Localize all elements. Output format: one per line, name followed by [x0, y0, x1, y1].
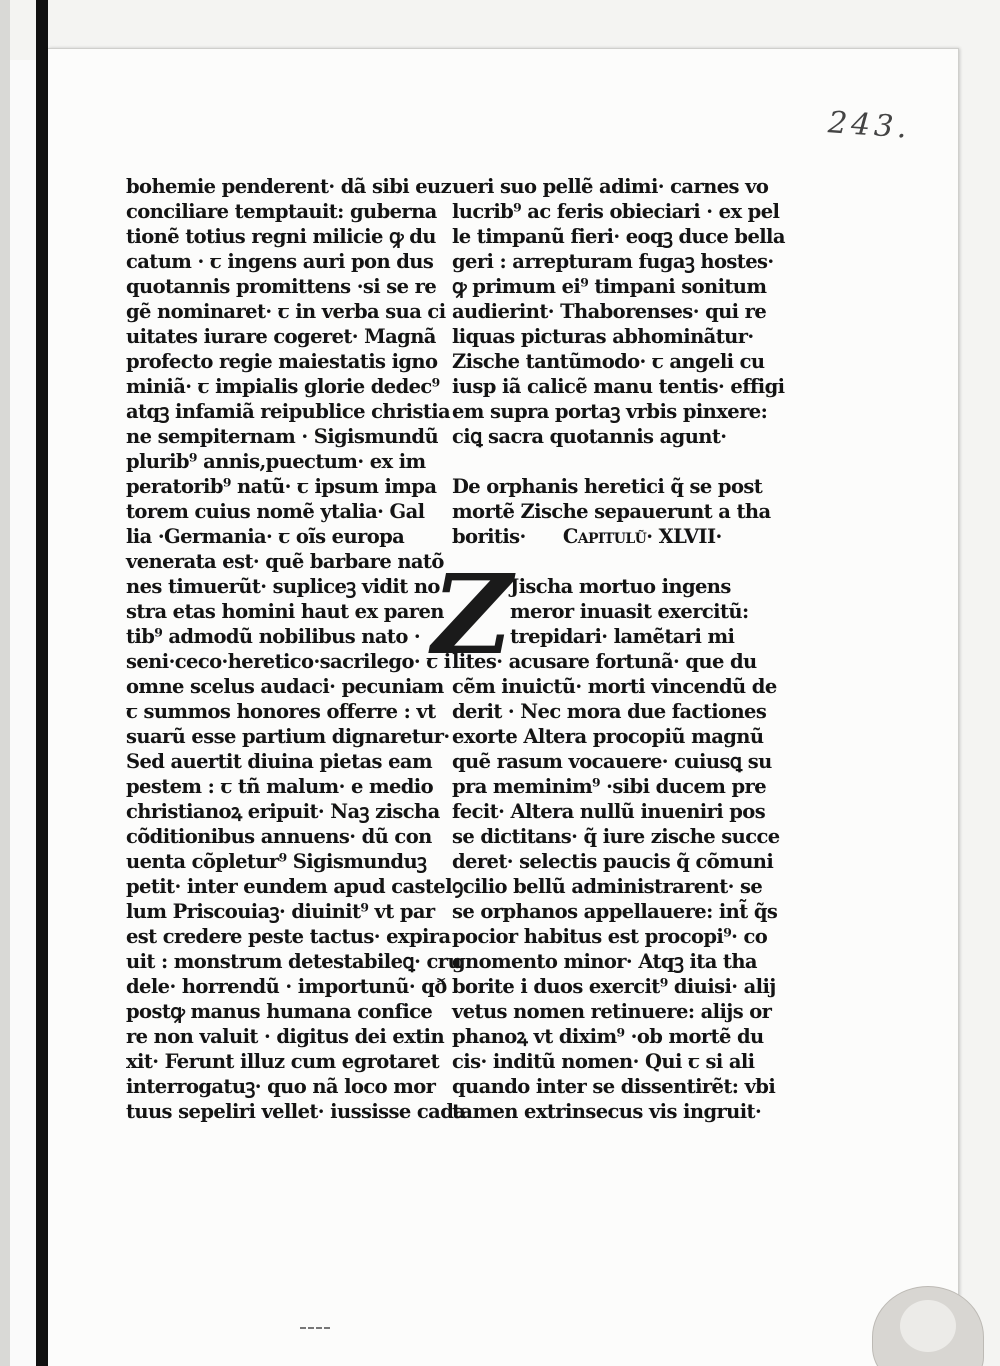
text-line: uit : monstrum detestabileꝗ· cru: [126, 950, 462, 973]
text-line: Jischa mortuo ingens: [510, 575, 731, 598]
text-line: trepidari· lamẽtari mi: [510, 625, 735, 648]
text-line: Sed auertit diuina pietas eam: [126, 750, 432, 773]
text-line: lucrib⁹ ac feris obieciari · ex pel: [452, 200, 780, 223]
text-line: pra meminim⁹ ·sibi ducem pre: [452, 775, 766, 798]
text-line: cõditionibus annuens· dũ con: [126, 825, 432, 848]
text-line: lum Priscouiaꝫ· diuinit⁹ vt par: [126, 900, 435, 923]
text-line: borite i duos exercit⁹ diuisi· alij: [452, 975, 776, 998]
text-line: lia ·Germania· ꞇ oĩs europa: [126, 525, 405, 548]
right-column-intro: [452, 174, 785, 449]
right-column-body: [452, 649, 780, 1124]
text-line: em supra portaꝫ vrbis pinxere:: [452, 400, 768, 423]
text-line: plurib⁹ annis,puectum· ex im: [126, 450, 426, 473]
left-text-column: [126, 174, 466, 1124]
text-line: derit · Nec mora due factiones: [452, 700, 767, 723]
text-line: seni·ceco·heretico·sacrilego· ꞇ i: [126, 650, 451, 673]
text-line: pocior habitus est procopi⁹· co: [452, 925, 768, 948]
text-line: quẽ rasum vocauere· cuiusꝗ su: [452, 750, 772, 773]
text-line: christianoꝝ eripuit· Naꝫ zischa: [126, 800, 440, 823]
text-line: bohemie penderent· dã sibi euz: [126, 175, 452, 198]
text-line: miniã· ꞇ impialis glorie dedec⁹: [126, 375, 440, 398]
chapter-heading-last-line: [452, 524, 752, 549]
text-line: re non valuit · digitus dei extin: [126, 1025, 445, 1048]
chapter-heading-line: mortẽ Zische sepauerunt a tha: [452, 500, 771, 523]
folio-number: 243.: [826, 105, 912, 146]
decorated-initial-letter: Z: [432, 550, 512, 679]
left-page-edge: [0, 0, 10, 1366]
text-line: petit· inter eundem apud castel: [126, 875, 452, 898]
text-line: pestem : ꞇ tñ malum· e medio: [126, 775, 434, 798]
text-line: gẽ nominaret· ꞇ in verba sua ci: [126, 300, 446, 323]
text-line: ne sempiternam · Sigismundũ: [126, 425, 439, 448]
text-line: se dictitans· q̃ iure zische succe: [452, 825, 780, 848]
right-text-column: [432, 174, 785, 1124]
text-line: dele· horrendũ · importunũ· qð: [126, 975, 447, 998]
text-line: omne scelus audaci· pecuniam: [126, 675, 444, 698]
chapter-number-label: Capitulũ· XLVII·: [562, 525, 722, 548]
text-line: tionẽ totius regni milicie ꝙ du: [126, 225, 436, 248]
text-line: le timpanũ fieri· eoqꝫ duce bella: [452, 225, 785, 248]
text-line: geri : arrepturam fugaꝫ hostes·: [452, 250, 774, 273]
text-line: torem cuius nomẽ ytalia· Gal: [126, 500, 425, 523]
text-line: gnomento minor· Atqꝫ ita tha: [452, 950, 757, 973]
text-line: meror inuasit exercitũ:: [510, 600, 749, 623]
text-line: cẽm inuictũ· morti vincendũ de: [452, 675, 777, 698]
text-line: fecit· Altera nullũ inueniri pos: [452, 800, 766, 823]
text-line: catum · ꞇ ingens auri pon dus: [126, 250, 434, 273]
text-line: quotannis promittens ·si se re: [126, 275, 437, 298]
text-line: nes timuerũt· supliceꝫ vidit no: [126, 575, 440, 598]
text-line: ueri suo pellẽ adimi· carnes vo: [452, 175, 769, 198]
text-line: venerata est· quẽ barbare natõ: [126, 550, 444, 573]
text-line: xit· Ferunt illuz cum egrotaret: [126, 1050, 440, 1073]
text-line: se orphanos appellauere: int̃ q̃s: [452, 900, 778, 923]
text-line: ciꝗ sacra quotannis agunt·: [452, 425, 727, 448]
text-line: profecto regie maiestatis igno: [126, 350, 438, 373]
text-line: phanoꝝ vt dixim⁹ ·ob mortẽ du: [452, 1025, 764, 1048]
text-line: ꞇ summos honores offerre : vt: [126, 700, 436, 723]
text-line: audierint· Thaborenses· qui re: [452, 300, 767, 323]
previous-page-strip: [10, 60, 36, 1366]
page-mark: [300, 1327, 330, 1335]
text-line: suarũ esse partium dignaretur·: [126, 725, 450, 748]
text-line: vetus nomen retinuere: alijs or: [452, 1000, 772, 1023]
scanner-fingernail: [900, 1300, 956, 1352]
chapter-heading: [452, 474, 771, 549]
text-line: quando inter se dissentirẽt: vbi: [452, 1075, 776, 1098]
text-line: est credere peste tactus· expira: [126, 925, 451, 948]
text-line: iusp iã calicẽ manu tentis· effigi: [452, 375, 785, 398]
text-line: peratorib⁹ natũ· ꞇ ipsum impa: [126, 475, 437, 498]
text-line: uenta cõpletur⁹ Sigismunduꝫ: [126, 850, 427, 873]
text-line: tib⁹ admodũ nobilibus nato ·: [126, 625, 421, 648]
text-line: stra etas homini haut ex paren: [126, 600, 444, 623]
text-line: atqꝫ infamiã reipublice christia: [126, 400, 451, 423]
chapter-heading-line: De orphanis heretici q̃ se post: [452, 475, 763, 498]
text-line: ꝙ primum ei⁹ timpani sonitum: [452, 275, 767, 298]
book-spine-shadow: [36, 0, 48, 1366]
text-line: ꝯcilio bellũ administrarent· se: [452, 875, 763, 898]
text-line: lites· acusare fortunã· que du: [452, 650, 757, 673]
chapter-heading-line: boritis·: [452, 525, 526, 548]
text-line: tuus sepeliri vellet· iussisse cada: [126, 1100, 466, 1123]
text-line: exorte Altera procopiũ magnũ: [452, 725, 764, 748]
text-line: conciliare temptauit: guberna: [126, 200, 437, 223]
text-line: deret· selectis paucis q̃ cõmuni: [452, 850, 774, 873]
text-line: cis· inditũ nomen· Qui ꞇ si ali: [452, 1050, 755, 1073]
text-line: interrogatuꝫ· quo nã loco mor: [126, 1075, 436, 1098]
text-line: postꝙ manus humana confice: [126, 1000, 433, 1023]
text-line: Zische tantũmodo· ꞇ angeli cu: [452, 350, 765, 373]
text-line: uitates iurare cogeret· Magnã: [126, 325, 436, 348]
text-line: liquas picturas abhominãtur·: [452, 325, 754, 348]
text-line: tamen extrinsecus vis ingruit·: [452, 1100, 762, 1123]
